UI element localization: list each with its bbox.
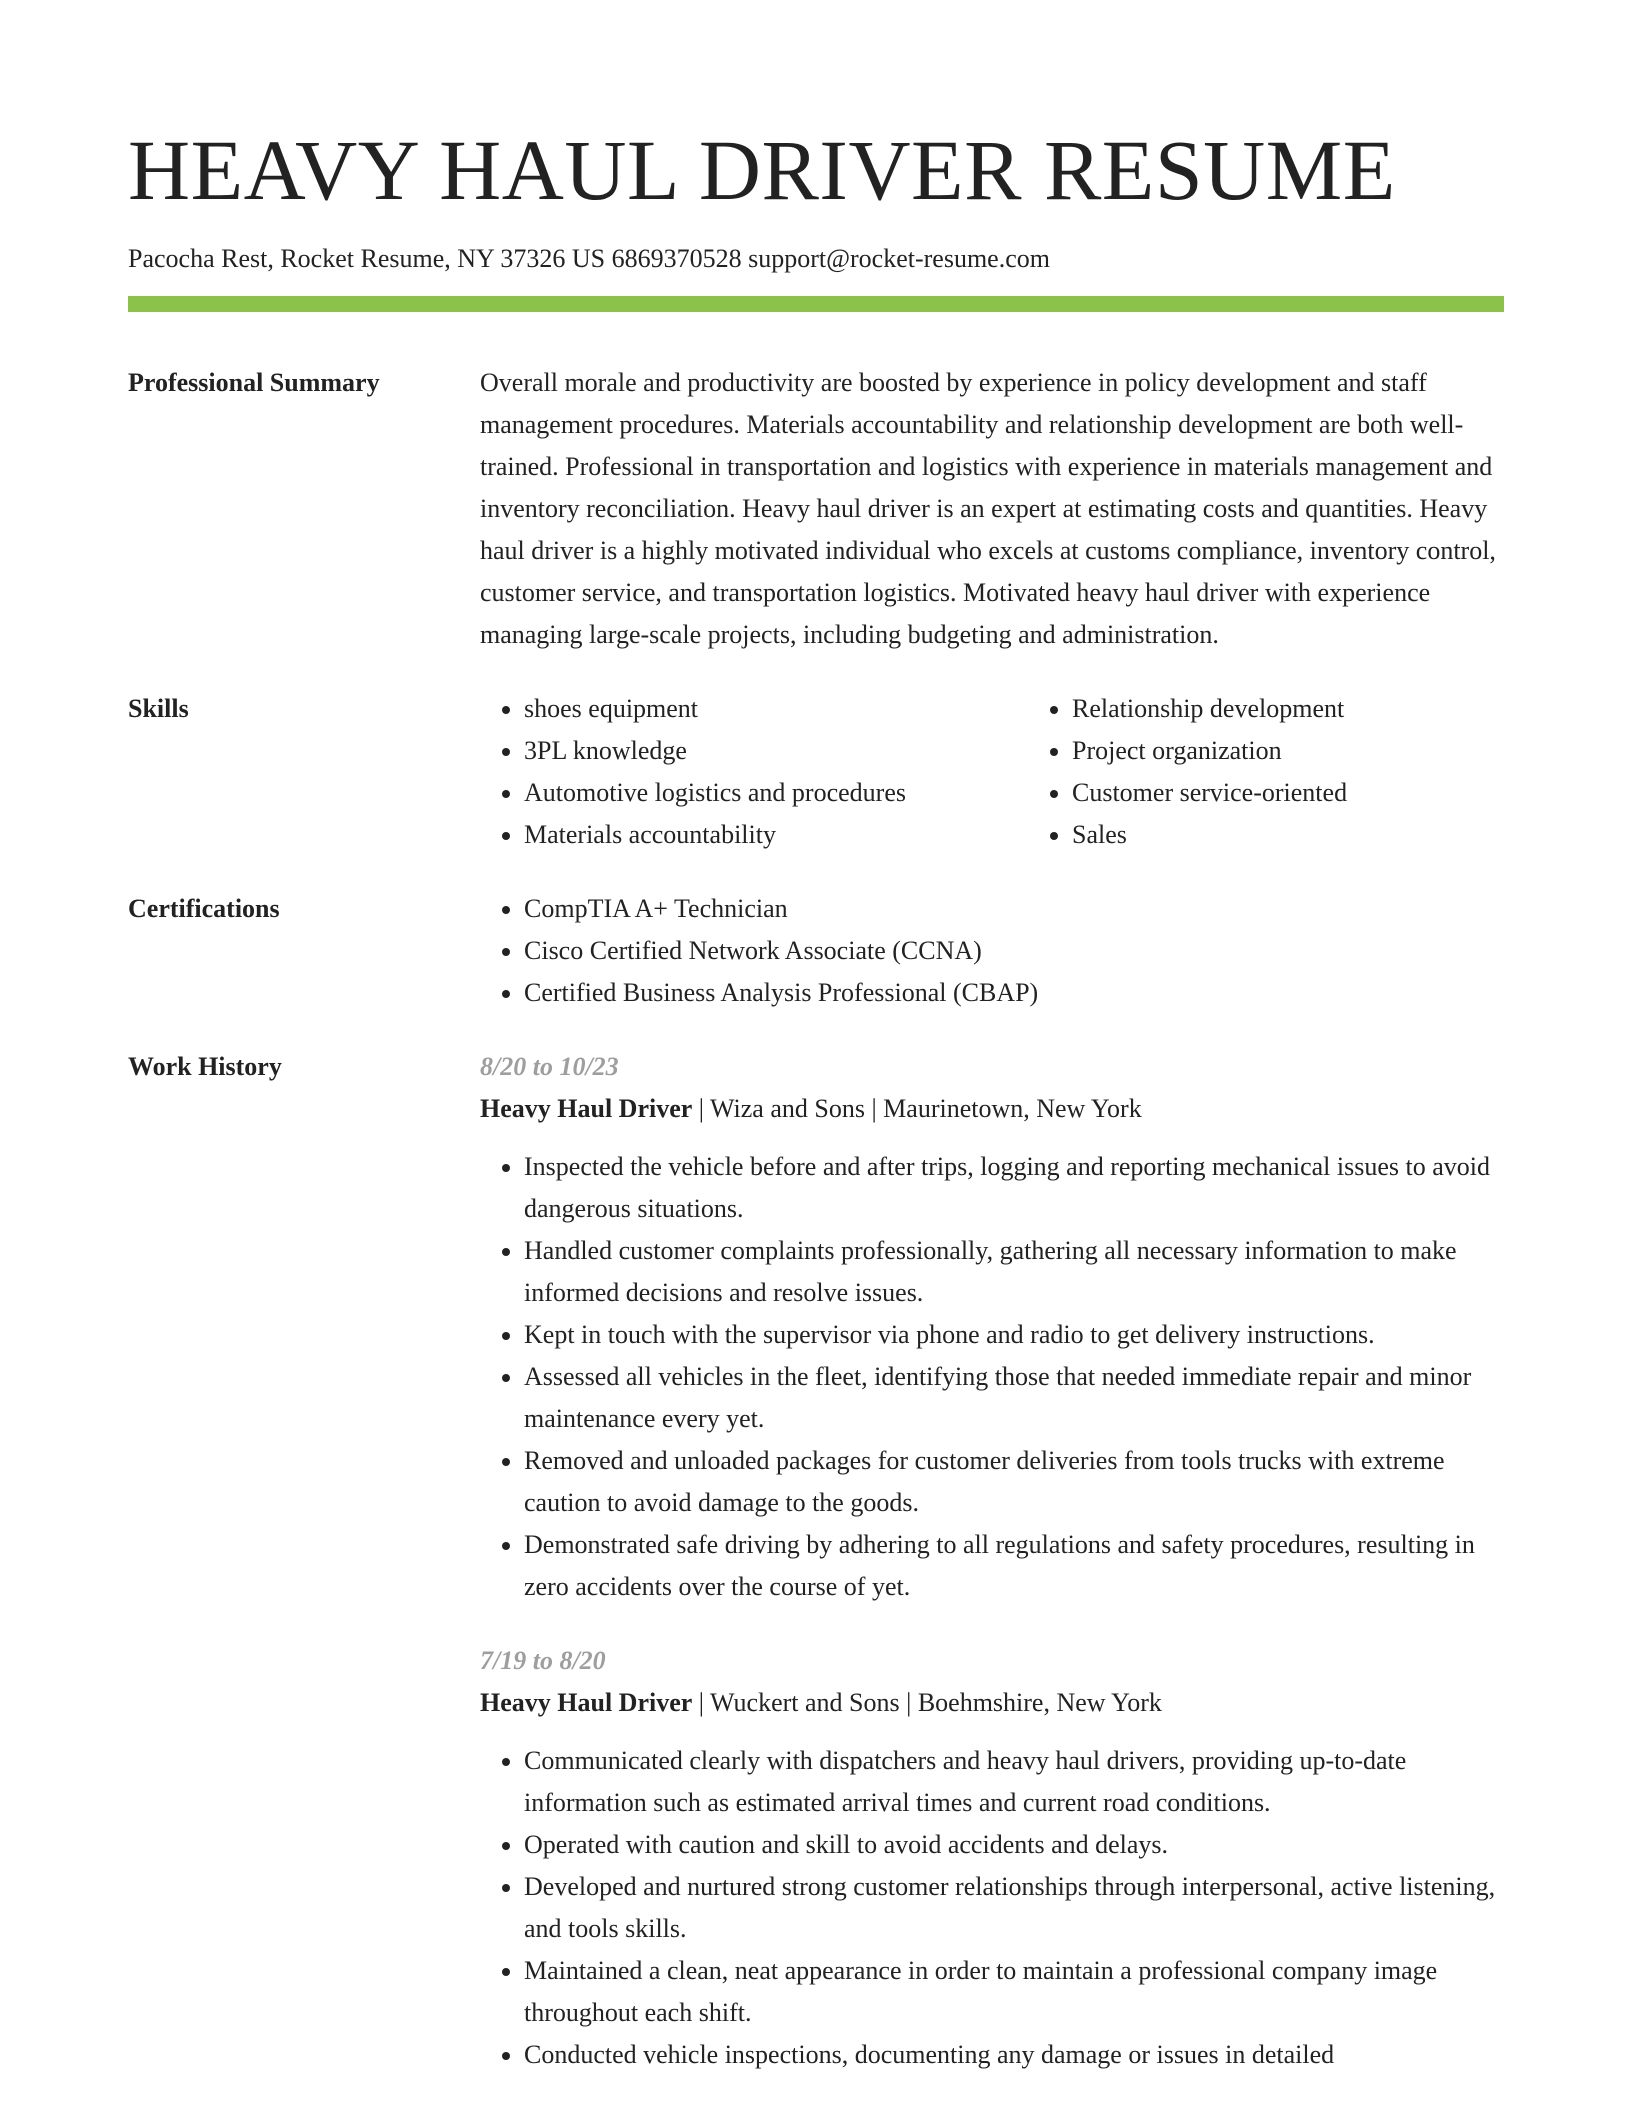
contact-line: Pacocha Rest, Rocket Resume, NY 37326 US 6869370528 support@rocket-resume.com: [128, 244, 1050, 273]
summary-body: [480, 362, 1504, 656]
summary-section: [128, 362, 1504, 656]
skill-item: • shoes equipment: [524, 688, 1028, 730]
certifications-section: [128, 888, 1504, 1014]
job-bullet: • Demonstrated safe driving by adhering to all regulations and safety procedures, resulting in zero accidents over the course of yet.: [524, 1524, 1504, 1608]
certification-item: • CompTIA A+ Technician: [524, 888, 1504, 930]
job-title: Heavy Haul Driver: [480, 1688, 693, 1717]
resume-title: HEAVY HAUL DRIVER RESUME: [128, 122, 1396, 218]
work-history-label: Work History: [128, 1052, 282, 1081]
job-bullet: • Handled customer complaints professionally, gathering all necessary information to make informed decisions and resolve issues.: [524, 1230, 1504, 1314]
job-bullet: • Conducted vehicle inspections, documenting any damage or issues in detailed: [524, 2034, 1504, 2076]
skill-item: • Sales: [1072, 814, 1504, 856]
job-entry: [480, 1046, 1504, 1608]
skill-item: • 3PL knowledge: [524, 730, 1028, 772]
skill-item: • Materials accountability: [524, 814, 1028, 856]
skill-item: • Automotive logistics and procedures: [524, 772, 1028, 814]
work-history-body: [480, 1046, 1504, 2076]
job-dates: 8/20 to 10/23: [480, 1052, 619, 1081]
certification-item: • Cisco Certified Network Associate (CCNA): [524, 930, 1504, 972]
skill-item: • Relationship development: [1072, 688, 1504, 730]
certifications-list: [480, 888, 1504, 1014]
job-heading: [480, 1682, 1504, 1724]
job-heading: [480, 1088, 1504, 1130]
skill-item: • Customer service-oriented: [1072, 772, 1504, 814]
job-bullet: • Kept in touch with the supervisor via phone and radio to get delivery instructions.: [524, 1314, 1504, 1356]
job-bullet: • Maintained a clean, neat appearance in order to maintain a professional company image throughout each shift.: [524, 1950, 1504, 2034]
certifications-label: Certifications: [128, 894, 280, 923]
job-employer-location: | Wuckert and Sons | Boehmshire, New York: [692, 1688, 1162, 1717]
job-bullet: • Inspected the vehicle before and after trips, logging and reporting mechanical issues to avoid dangerous situations.: [524, 1146, 1504, 1230]
skills-body: [480, 688, 1504, 856]
job-entry: [480, 1640, 1504, 2076]
resume-page: [128, 0, 1504, 2076]
summary-text: Overall morale and productivity are boosted by experience in policy development and staff management procedures. Materials accountability and relationship development are both well-trained. Professional in transportation and logistics with experience in materials management and inventory reconciliation. Heavy haul driver is an expert at estimating costs and quantities. Heavy haul driver is a highly motivated individual who excels at customs compliance, inventory control, customer service, and transportation logistics. Motivated heavy haul driver with experience managing large-scale projects, including budgeting and administration.: [480, 368, 1496, 649]
job-dates: 7/19 to 8/20: [480, 1646, 606, 1675]
job-bullet: • Communicated clearly with dispatchers and heavy haul drivers, providing up-to-date information such as estimated arrival times and current road conditions.: [524, 1740, 1504, 1824]
summary-label: Professional Summary: [128, 368, 380, 397]
accent-divider: [128, 296, 1504, 312]
job-bullets: [480, 1740, 1504, 2076]
job-bullet: • Removed and unloaded packages for customer deliveries from tools trucks with extreme caution to avoid damage to the goods.: [524, 1440, 1504, 1524]
skills-column-1: [480, 688, 1028, 856]
skills-section: [128, 688, 1504, 856]
job-bullet: • Operated with caution and skill to avoid accidents and delays.: [524, 1824, 1504, 1866]
skill-item: • Project organization: [1072, 730, 1504, 772]
skills-label: Skills: [128, 694, 189, 723]
job-bullet: • Developed and nurtured strong customer relationships through interpersonal, active listening, and tools skills.: [524, 1866, 1504, 1950]
job-employer-location: | Wiza and Sons | Maurinetown, New York: [692, 1094, 1142, 1123]
certification-item: • Certified Business Analysis Professional (CBAP): [524, 972, 1504, 1014]
certifications-body: [480, 888, 1504, 1014]
job-title: Heavy Haul Driver: [480, 1094, 693, 1123]
job-bullet: • Assessed all vehicles in the fleet, identifying those that needed immediate repair and minor maintenance every yet.: [524, 1356, 1504, 1440]
work-history-section: [128, 1046, 1504, 2076]
skills-column-2: [1028, 688, 1504, 856]
job-bullets: [480, 1146, 1504, 1608]
